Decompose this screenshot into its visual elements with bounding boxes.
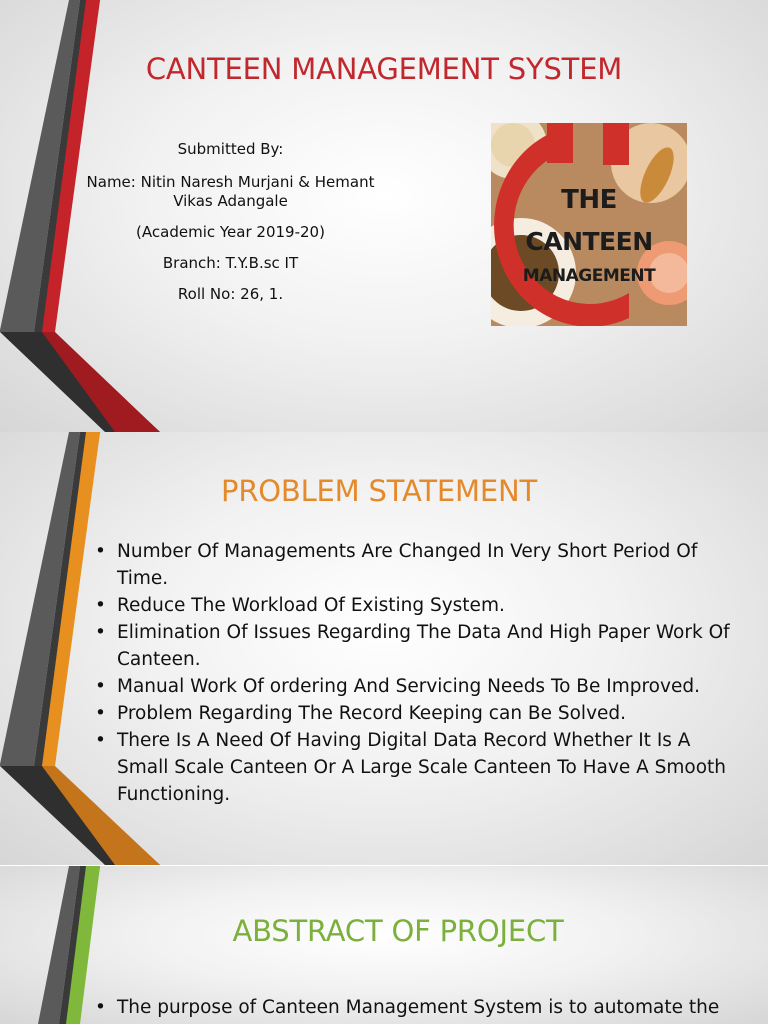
logo-line-1: THE [561, 185, 617, 215]
names-line-2: Vikas Adangale [173, 192, 288, 210]
logo-line-3: MANAGEMENT [522, 266, 656, 286]
list-item: • Elimination Of Issues Regarding The Data And High Paper Work Of Canteen. [95, 619, 735, 673]
list-item: • Problem Regarding The Record Keeping can Be Solved. [95, 700, 735, 727]
submission-details [58, 140, 403, 304]
list-item: • The purpose of Canteen Management System is to automate the [95, 994, 745, 1021]
list-item: • Reduce The Workload Of Existing System. [95, 592, 735, 619]
slide-3-title: ABSTRACT OF PROJECT [232, 914, 564, 948]
slide-1-title: CANTEEN MANAGEMENT SYSTEM [145, 52, 623, 86]
list-item: • There Is A Need Of Having Digital Data Record Whether It Is A Small Scale Canteen Or A Large Scale Canteen To Have A Smooth Functioning. [95, 727, 735, 808]
list-item: • Manual Work Of ordering And Servicing Needs To Be Improved. [95, 673, 735, 700]
slide-3 [0, 866, 768, 1024]
submitted-by-label: Submitted By: [177, 140, 284, 158]
list-item: • Number Of Managements Are Changed In Very Short Period Of Time. [95, 538, 735, 592]
food-background-image [491, 123, 687, 326]
slide-2 [0, 432, 768, 865]
academic-year: (Academic Year 2019-20) [136, 223, 325, 241]
slide-1 [0, 0, 768, 432]
canteen-management-image [491, 123, 687, 326]
roll-no: Roll No: 26, 1. [177, 285, 284, 303]
problem-statement-list [95, 538, 735, 808]
slide-2-title: PROBLEM STATEMENT [221, 474, 537, 508]
names-line-1: Name: Nitin Naresh Murjani & Hemant [86, 173, 375, 191]
branch: Branch: T.Y.B.sc IT [162, 254, 299, 272]
logo-line-2: CANTEEN [525, 227, 653, 256]
abstract-list [95, 994, 745, 1021]
